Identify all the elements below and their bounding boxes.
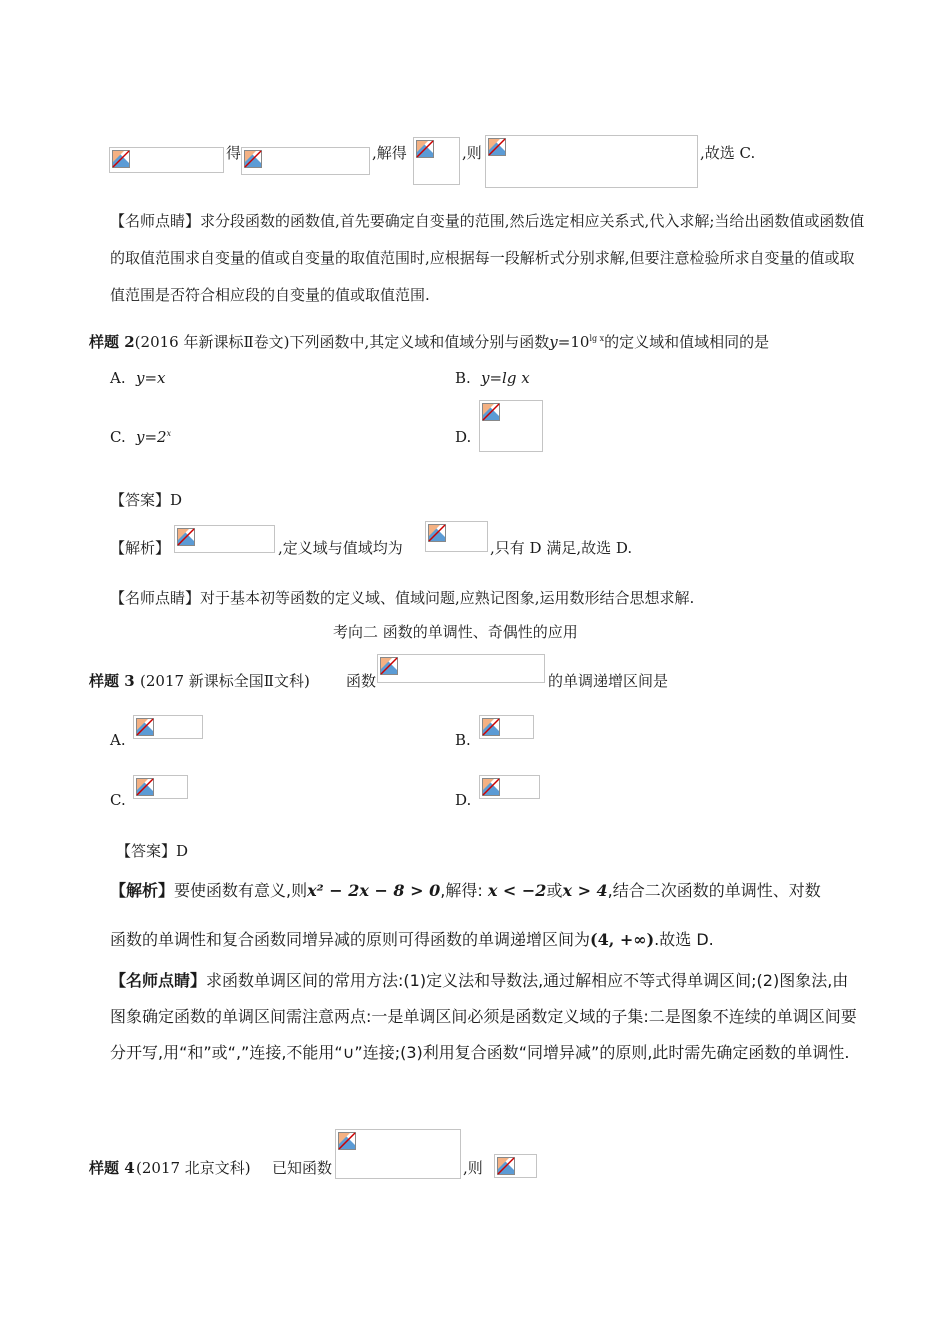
question-4-source: (2017 北京文科) <box>136 1159 251 1177</box>
option-d-letter: D. <box>455 428 472 446</box>
or-word: 或 <box>546 881 563 900</box>
analysis-text: ,结合二次函数的单调性、对数 <box>607 881 821 900</box>
tip-paragraph-3 <box>110 963 862 1071</box>
question-3-source: (2017 新课标全国Ⅱ文科) <box>140 672 310 690</box>
option-c-expr <box>136 428 171 446</box>
question-4-ask-image <box>494 1154 537 1178</box>
question-4-text-a: 已知函数 <box>272 1159 333 1177</box>
tip-text: 求分段函数的函数值,首先要确定自变量的范围,然后选定相应关系式,代入求解;当给出函数值或函数值的取值范围求自变量的值或自变量的取值范围时,应根据每一段解析式分别求解,但要注意检验所求自变量的值或取值范围是否符合相应段的自变量的值或取值范围. <box>110 212 865 304</box>
func-exponent: lg x <box>589 334 605 343</box>
option-c-letter: C. <box>110 428 126 446</box>
solution-a: x < −2 <box>487 881 547 900</box>
question-4-func-image <box>335 1129 461 1179</box>
option-c-letter: C. <box>110 791 126 809</box>
analysis-2-end: ,只有 D 满足,故选 D. <box>490 539 633 557</box>
option-b-letter: B. <box>455 731 471 749</box>
option-a-letter: A. <box>110 731 126 749</box>
question-3-func-image <box>377 654 545 683</box>
option-c-image <box>133 775 188 799</box>
interval: (4, +∞) <box>590 930 655 949</box>
analysis-2-mid: ,定义域与值域均为 <box>278 539 403 557</box>
analysis-text: 要使函数有意义,则 <box>174 881 308 900</box>
option-a-image <box>133 715 203 739</box>
tip-text: 对于基本初等函数的定义域、值域问题,应熟记图象,运用数形结合思想求解. <box>200 589 695 607</box>
analysis-2-image-2 <box>425 521 488 552</box>
option-b-letter: B. <box>455 369 471 387</box>
question-3-text-a: 函数 <box>346 672 377 690</box>
question-label: 样题 2 <box>89 333 135 351</box>
tip-paragraph-1 <box>110 203 865 314</box>
answer-3: 【答案】D <box>116 842 189 860</box>
question-text-end: 的定义域和值域相同的是 <box>604 333 770 351</box>
option-a-letter: A. <box>110 369 126 387</box>
tip-text: 求函数单调区间的常用方法:(1)定义法和导数法,通过解相应不等式得单调区间;(2)图象法,由图象确定函数的单调区间需注意两点:一是单调区间必须是函数定义域的子集:二是图象不连续的单调区间要分开写,用“和”或“,”连接,不能用“∪”连接;(3)利用复合函数“同增异减”的原则,此时需先确定函数的单调性. <box>110 971 857 1062</box>
analysis-3-line-2 <box>110 927 714 950</box>
option-b-image <box>479 715 534 739</box>
analysis-label-2: 【解析】 <box>110 539 171 557</box>
text-jiede: ,解得 <box>372 144 407 162</box>
analysis-text: 函数的单调性和复合函数同增异减的原则可得函数的单调递增区间为 <box>110 930 591 949</box>
func-var: y <box>549 333 558 351</box>
func-eq: =10 <box>557 333 590 351</box>
question-4-text-b: ,则 <box>463 1159 483 1177</box>
formula-image-2 <box>241 147 370 175</box>
tip-label: 【名师点睛】 <box>110 589 201 607</box>
analysis-3-line-1 <box>110 878 821 901</box>
formula-image-4 <box>485 135 698 188</box>
option-c-exponent: x <box>166 429 172 438</box>
question-3-text-b: 的单调递增区间是 <box>548 672 669 690</box>
option-c-base: y=2 <box>136 428 167 446</box>
text-ze: ,则 <box>462 144 482 162</box>
option-d-image <box>479 400 543 452</box>
text-de: 得 <box>226 144 242 162</box>
option-d-image <box>479 775 540 799</box>
question-3-label: 样题 3 <box>89 672 135 690</box>
tip-label: 【名师点睛】 <box>110 212 201 230</box>
tip-paragraph-2 <box>110 587 694 608</box>
question-2-stem <box>89 331 769 352</box>
formula-image-1 <box>109 147 224 173</box>
answer-2: 【答案】D <box>110 491 183 509</box>
question-text: 下列函数中,其定义域和值域分别与函数 <box>289 333 550 351</box>
option-a-expr: y=x <box>136 369 166 387</box>
analysis-text: .故选 D. <box>654 930 714 949</box>
text-guxuan-c: ,故选 C. <box>700 144 756 162</box>
option-d-letter: D. <box>455 791 472 809</box>
formula-image-3 <box>413 137 460 185</box>
option-b-expr: y=lg x <box>481 369 530 387</box>
question-source: (2016 年新课标Ⅱ卷文) <box>134 333 290 351</box>
section-heading: 考向二 函数的单调性、奇偶性的应用 <box>333 623 578 641</box>
analysis-label: 【解析】 <box>110 881 175 900</box>
inequality: x² − 2x − 8 > 0 <box>307 881 441 900</box>
question-4-label: 样题 4 <box>89 1159 135 1177</box>
tip-label: 【名师点睛】 <box>110 971 207 990</box>
analysis-text: ,解得: <box>440 881 483 900</box>
analysis-2-image-1 <box>174 525 275 553</box>
solution-b: x > 4 <box>562 881 608 900</box>
